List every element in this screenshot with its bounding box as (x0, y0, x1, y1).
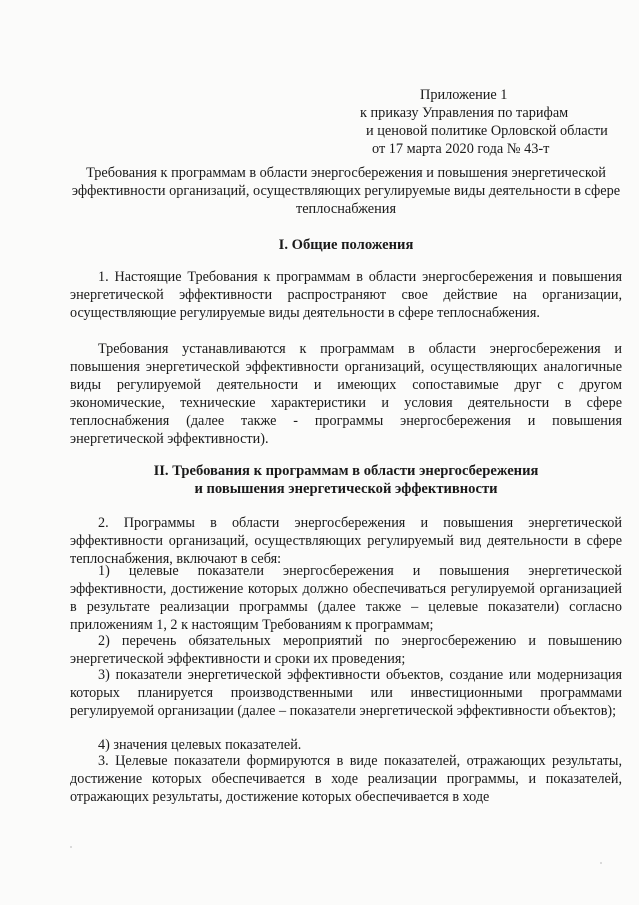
section-2-paragraph-3: 3. Целевые показатели формируются в виде показателей, отражающих результаты, достижение которых обеспечивается в ходе реализации программы, и показателей, отражающих результаты, достижение которых обеспечивается в ходе (70, 753, 622, 805)
appendix-number: Приложение 1 (420, 87, 508, 103)
appendix-date-line: от 17 марта 2020 года № 43-т (372, 141, 550, 157)
section-1-paragraph-2: Требования устанавливаются к программам в области энергосбережения и повышения энергетической эффективности организаций, осуществляющих аналогичные виды регулируемой деятельности и имеющих сопоставимые друг с другом экономические, технические характеристики и условия деятельности в сфере теплоснабжения (далее также - программы энергосбережения и повышения энергетической эффективности). (70, 341, 622, 447)
section-2-paragraph-1: 2. Программы в области энергосбережения и повышения энергетической эффективности организаций, осуществляющих регулируемый вид деятельности в сфере теплоснабжения, включают в себя: (70, 515, 622, 567)
section-2-item-1: 1) целевые показатели энергосбережения и повышения энергетической эффективности, достижение которых должно обеспечиваться регулируемой организацией в результате реализации программы (далее также – целевые показатели) согласно приложениям 1, 2 к настоящим Требованиям к программам; (70, 563, 622, 633)
appendix-authority-line: и ценовой политике Орловской области (366, 123, 608, 139)
section-2-heading-line-1: II. Требования к программам в области энергосбережения (153, 463, 539, 479)
section-1-paragraph-1: 1. Настоящие Требования к программам в области энергосбережения и повышения энергетической эффективности распространяют свое действие на организации, осуществляющие регулируемые виды деятельности в сфере теплоснабжения. (70, 269, 622, 321)
scan-speck (600, 862, 602, 864)
scan-speck (70, 846, 72, 848)
section-2-heading (66, 462, 626, 498)
appendix-reference (360, 86, 630, 158)
section-2-item-4: 4) значения целевых показателей. (98, 737, 302, 753)
appendix-order-line: к приказу Управления по тарифам (360, 105, 569, 121)
section-2-heading-line-2: и повышения энергетической эффективности (194, 481, 498, 497)
section-2-item-2: 2) перечень обязательных мероприятий по энергосбережению и повышению энергетической эффективности и сроки их проведения; (70, 633, 622, 667)
section-2-item-3: 3) показатели энергетической эффективности объектов, создание или модернизация которых планируется производственными или инвестиционными программами регулируемой организации (далее – показатели энергетической эффективности объектов); (70, 667, 622, 719)
document-title: Требования к программам в области энергосбережения и повышения энергетической эффективности организаций, осуществляющих регулируемые виды деятельности в сфере теплоснабжения (71, 165, 621, 217)
section-1-heading: I. Общие положения (278, 237, 414, 253)
